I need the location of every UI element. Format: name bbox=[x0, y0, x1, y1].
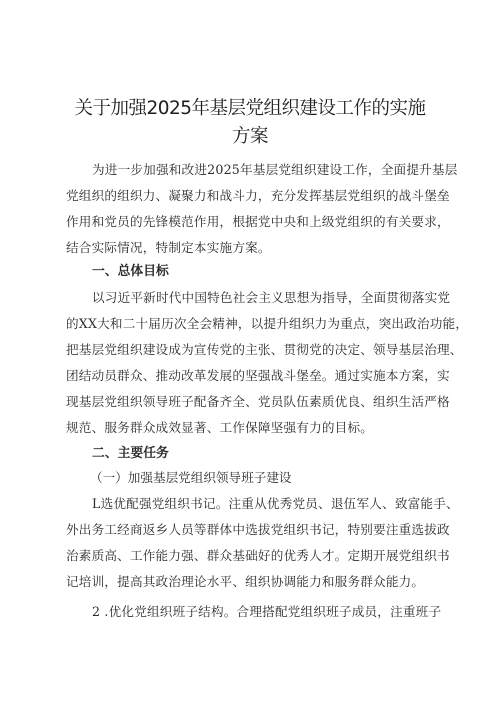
intro-line: 为进一步加强和改进2025年基层党组织建设工作，全面提升基层 bbox=[92, 162, 458, 177]
section1-line: 把基层党组织建设成为宣传党的主张、贯彻党的决定、领导基层治理、 bbox=[66, 342, 463, 357]
item1-line: L选优配强党组织书记。注重从优秀党员、退伍军人、致富能手、 bbox=[92, 496, 459, 511]
section1-line: 以习近平新时代中国特色社会主义思想为指导，全面贯彻落实党 bbox=[92, 290, 451, 305]
section1-line: 现基层党组织领导班子配备齐全、党员队伍素质优良、组织生活严格 bbox=[66, 394, 450, 409]
section1-line: 团结动员群众、推动改革发展的坚强战斗堡垒。通过实施本方案，实 bbox=[66, 368, 450, 383]
section-heading: 一、总体目标 bbox=[92, 264, 169, 279]
document-title-line-1: 关于加强2025年基层党组织建设工作的实施 bbox=[74, 98, 426, 119]
item1-line: 治素质高、工作能力强、群众基础好的优秀人才。定期开展党组织书 bbox=[66, 548, 450, 563]
section1-line: 的XX大和二十届历次全会精神，以提升组织力为重点，突出政治功能， bbox=[66, 316, 469, 331]
item2-line: 2 .优化党组织班子结构。合理搭配党组织班子成员，注重班子 bbox=[92, 604, 442, 619]
document-title-line-2: 方案 bbox=[231, 126, 268, 147]
section-heading: 二、主要任务 bbox=[92, 446, 169, 461]
intro-line: 作用和党员的先锋模范作用，根据党中央和上级党组织的有关要求， bbox=[66, 214, 450, 229]
subsection-heading: （一）加强基层党组织领导班子建设 bbox=[90, 470, 292, 485]
section1-line: 规范、服务群众成效显著、工作保障坚强有力的目标。 bbox=[66, 420, 374, 435]
intro-line: 党组织的组织力、凝聚力和战斗力，充分发挥基层党组织的战斗堡垒 bbox=[66, 188, 450, 203]
intro-line: 结合实际情况，特制定本实施方案。 bbox=[66, 240, 271, 255]
item1-line: 外出务工经商返乡人员等群体中选拔党组织书记，特别要注重选拔政 bbox=[66, 522, 450, 537]
item1-line: 记培训，提高其政治理论水平、组织协调能力和服务群众能力。 bbox=[66, 574, 425, 589]
